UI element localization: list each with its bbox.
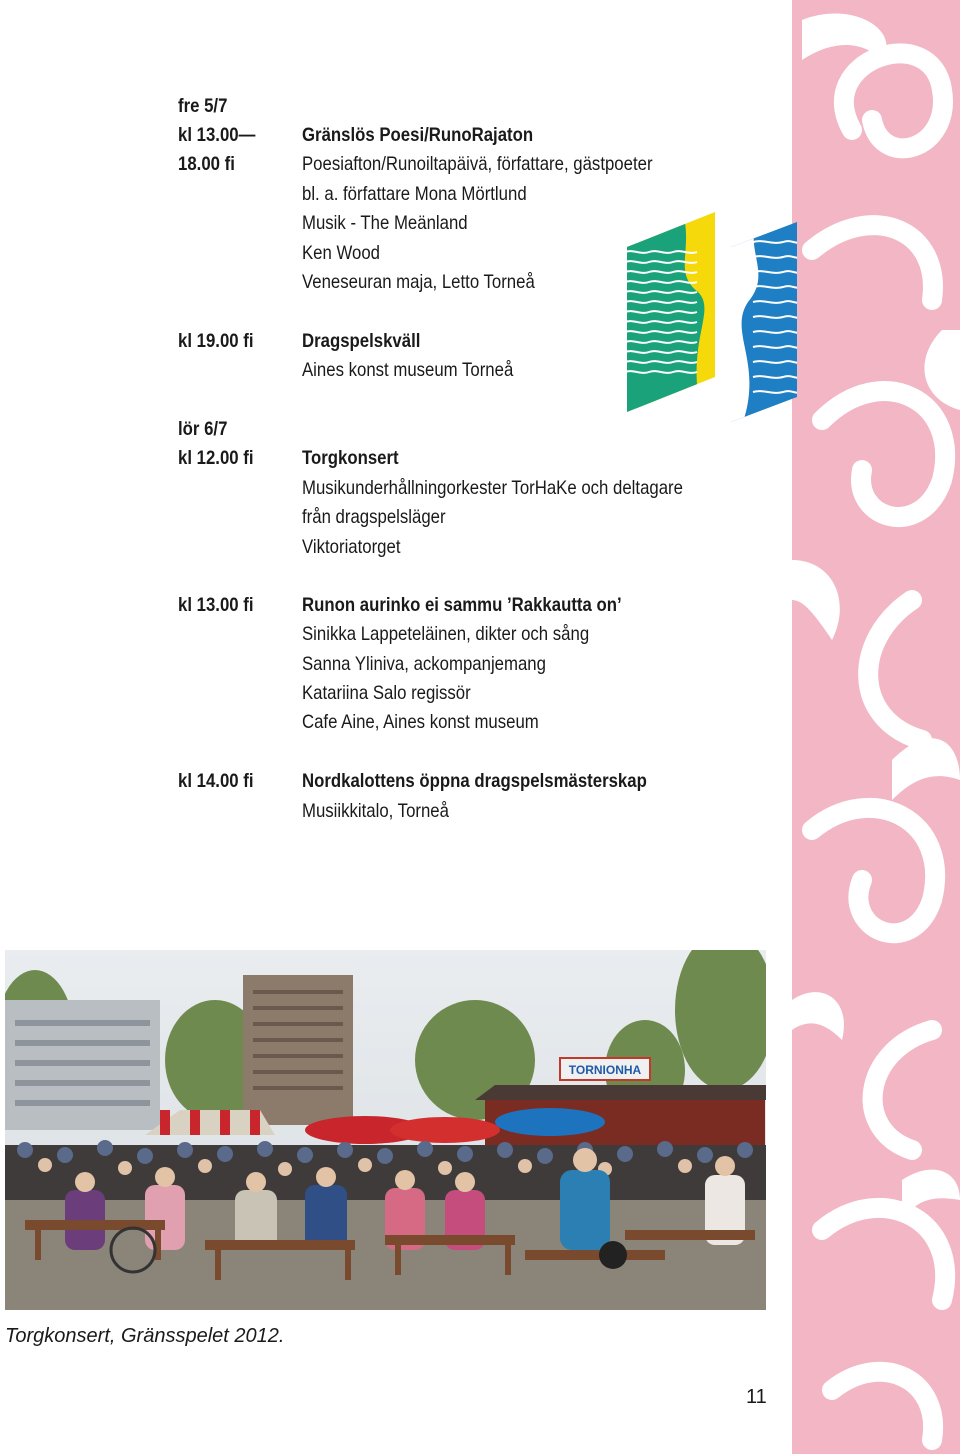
event-detail: Aines konst museum Torneå [302,359,514,381]
event-detail: från dragspelsläger [302,506,446,528]
event-detail: Poesiafton/Runoiltapäivä, författare, gästpoeter [302,153,653,175]
event-time: kl 14.00 fi [178,770,254,792]
event-detail: Musik - The Meänland [302,212,468,234]
event-title: Runon aurinko ei sammu ’Rakkautta on’ [302,594,622,616]
event-detail: Musikunderhållningorkester TorHaKe och deltagare [302,477,683,499]
event-date: lör 6/7 [178,418,228,440]
event-detail: Katariina Salo regissör [302,682,471,704]
event-detail: Ken Wood [302,242,381,264]
decorative-side-strip [792,0,960,1454]
event-detail: Musiikkitalo, Torneå [302,800,449,822]
photo-caption: Torgkonsert, Gränsspelet 2012. [5,1325,285,1347]
swirl-pattern [792,0,960,1454]
concert-photo [5,950,766,1310]
wave-logo-graphic [623,212,801,422]
event-detail: Viktoriatorget [302,536,401,558]
event-time: kl 13.00— [178,124,256,146]
event-time: kl 12.00 fi [178,447,254,469]
event-detail: Cafe Aine, Aines konst museum [302,711,539,733]
crowd-photo-illustration [5,950,766,1310]
kiosk-sign-text: TORNIONHA [568,1063,642,1077]
festival-logo [623,212,801,422]
event-title: Gränslös Poesi/RunoRajaton [302,124,534,146]
event-detail: bl. a. författare Mona Mörtlund [302,183,527,205]
event-time: kl 19.00 fi [178,330,254,352]
event-title: Nordkalottens öppna dragspelsmästerskap [302,770,647,792]
event-date: fre 5/7 [178,95,228,117]
event-title: Torgkonsert [302,447,399,469]
event-detail: Sanna Yliniva, ackompanjemang [302,653,546,675]
event-time: kl 13.00 fi [178,594,254,616]
event-detail: Sinikka Lappeteläinen, dikter och sång [302,623,590,645]
event-time: 18.00 fi [178,153,235,175]
event-detail: Veneseuran maja, Letto Torneå [302,271,535,293]
event-title: Dragspelskväll [302,330,421,352]
page-number: 11 [746,1386,767,1408]
